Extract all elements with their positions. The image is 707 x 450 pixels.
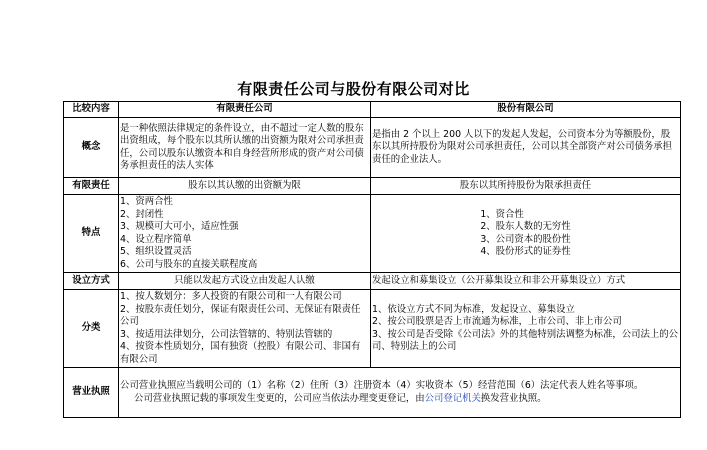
license-line-2 <box>120 393 679 406</box>
table-header-row <box>64 102 681 118</box>
table-row <box>64 368 681 418</box>
row-label-establishment: 设立方式 <box>64 273 119 290</box>
list-item: 5、组织设置灵活 <box>120 246 192 257</box>
license-line-1: 公司营业执照应当载明公司的（1）名称（2）住所（3）注册资本（4）实收资本（5）经营范围（6）法定代表人姓名等事项。 <box>120 380 644 391</box>
list-item: 2、按股东责任划分，保证有限责任公司、无保证有限责任公司 <box>120 303 361 327</box>
table-row <box>64 290 681 368</box>
license-line-2-pre: 公司营业执照记载的事项发生变更的，公司应当依法办理变更登记，由 <box>134 392 425 404</box>
list-item: 2、封闭性 <box>120 208 164 220</box>
row-label-business-license: 营业执照 <box>64 368 119 418</box>
list-item: 3、按适用法律划分，公司法管辖的、特别法管辖的 <box>120 328 333 340</box>
list-item: 4、设立程序简单 <box>120 233 192 245</box>
license-line-2-post: 换发营业执照。 <box>480 392 547 404</box>
list-item: 4、按资本性质划分，国有独资（控股）有限公司、非国有有限公司 <box>120 341 361 365</box>
header-jsc: 股份有限公司 <box>371 102 681 118</box>
comparison-table <box>63 101 681 418</box>
list-item: 1、依设立方式不同为标准，发起设立、募集设立 <box>372 303 575 315</box>
row-label-classification: 分类 <box>64 290 119 368</box>
llc-establishment: 只能以发起方式设立由发起人认缴 <box>119 273 371 290</box>
list-item: 1、资合性 <box>480 208 524 220</box>
list-item: 4、股份形式的证券性 <box>480 246 571 257</box>
list-item: 3、公司资本的股份性 <box>480 233 571 245</box>
jsc-concept: 是指由 2 个以上 200 人以下的发起人发起，公司资本分为等额股份，股东以其所持股份为限对公司承担责任，公司以其全部资产对公司债务承担责任的企业法人。 <box>371 118 681 178</box>
header-llc: 有限责任公司 <box>119 102 371 118</box>
llc-features <box>119 195 371 273</box>
table-row <box>64 178 681 195</box>
row-label-liability: 有限责任 <box>64 178 119 195</box>
table-row <box>64 273 681 290</box>
row-label-concept: 概念 <box>64 118 119 178</box>
row-label-features: 特点 <box>64 195 119 273</box>
jsc-features <box>371 195 681 273</box>
llc-classification <box>119 290 371 368</box>
list-item: 2、股东人数的无穷性 <box>480 221 571 232</box>
page-title: 有限责任公司与股份有限公司对比 <box>237 80 470 98</box>
list-item: 3、规模可大可小，适应性强 <box>120 221 239 232</box>
jsc-establishment: 发起设立和募集设立（公开募集设立和非公开募集设立）方式 <box>371 273 681 290</box>
business-license-content <box>119 368 681 418</box>
table-row <box>64 195 681 273</box>
list-item: 1、按人数划分：多人投资的有限公司和一人有限公司 <box>120 291 342 302</box>
list-item: 2、按公司股票是否上市流通为标准，上市公司、非上市公司 <box>372 316 622 327</box>
list-item: 3、按公司是否受除《公司法》外的其他特别法调整为标准，公司法上的公司、特别法上的公司 <box>372 328 678 352</box>
registration-authority-link[interactable]: 公司登记机关 <box>424 392 481 404</box>
list-item: 6、公司与股东的直接关联程度高 <box>120 258 258 270</box>
jsc-liability: 股东以其所持股份为限承担责任 <box>371 178 681 195</box>
table-row <box>64 118 681 178</box>
list-item: 1、资两合性 <box>120 196 173 207</box>
jsc-classification <box>371 290 681 368</box>
llc-concept: 是一种依照法律规定的条件设立，由不超过一定人数的股东出资组成，每个股东以其所认缴的出资额为限对公司承担责任，公司以股东认缴资本和自身经营所形成的资产对公司债务承担责任的法人实体 <box>119 118 371 178</box>
header-compare-item: 比较内容 <box>64 102 119 118</box>
llc-liability: 股东以其认缴的出资额为限 <box>119 178 371 195</box>
